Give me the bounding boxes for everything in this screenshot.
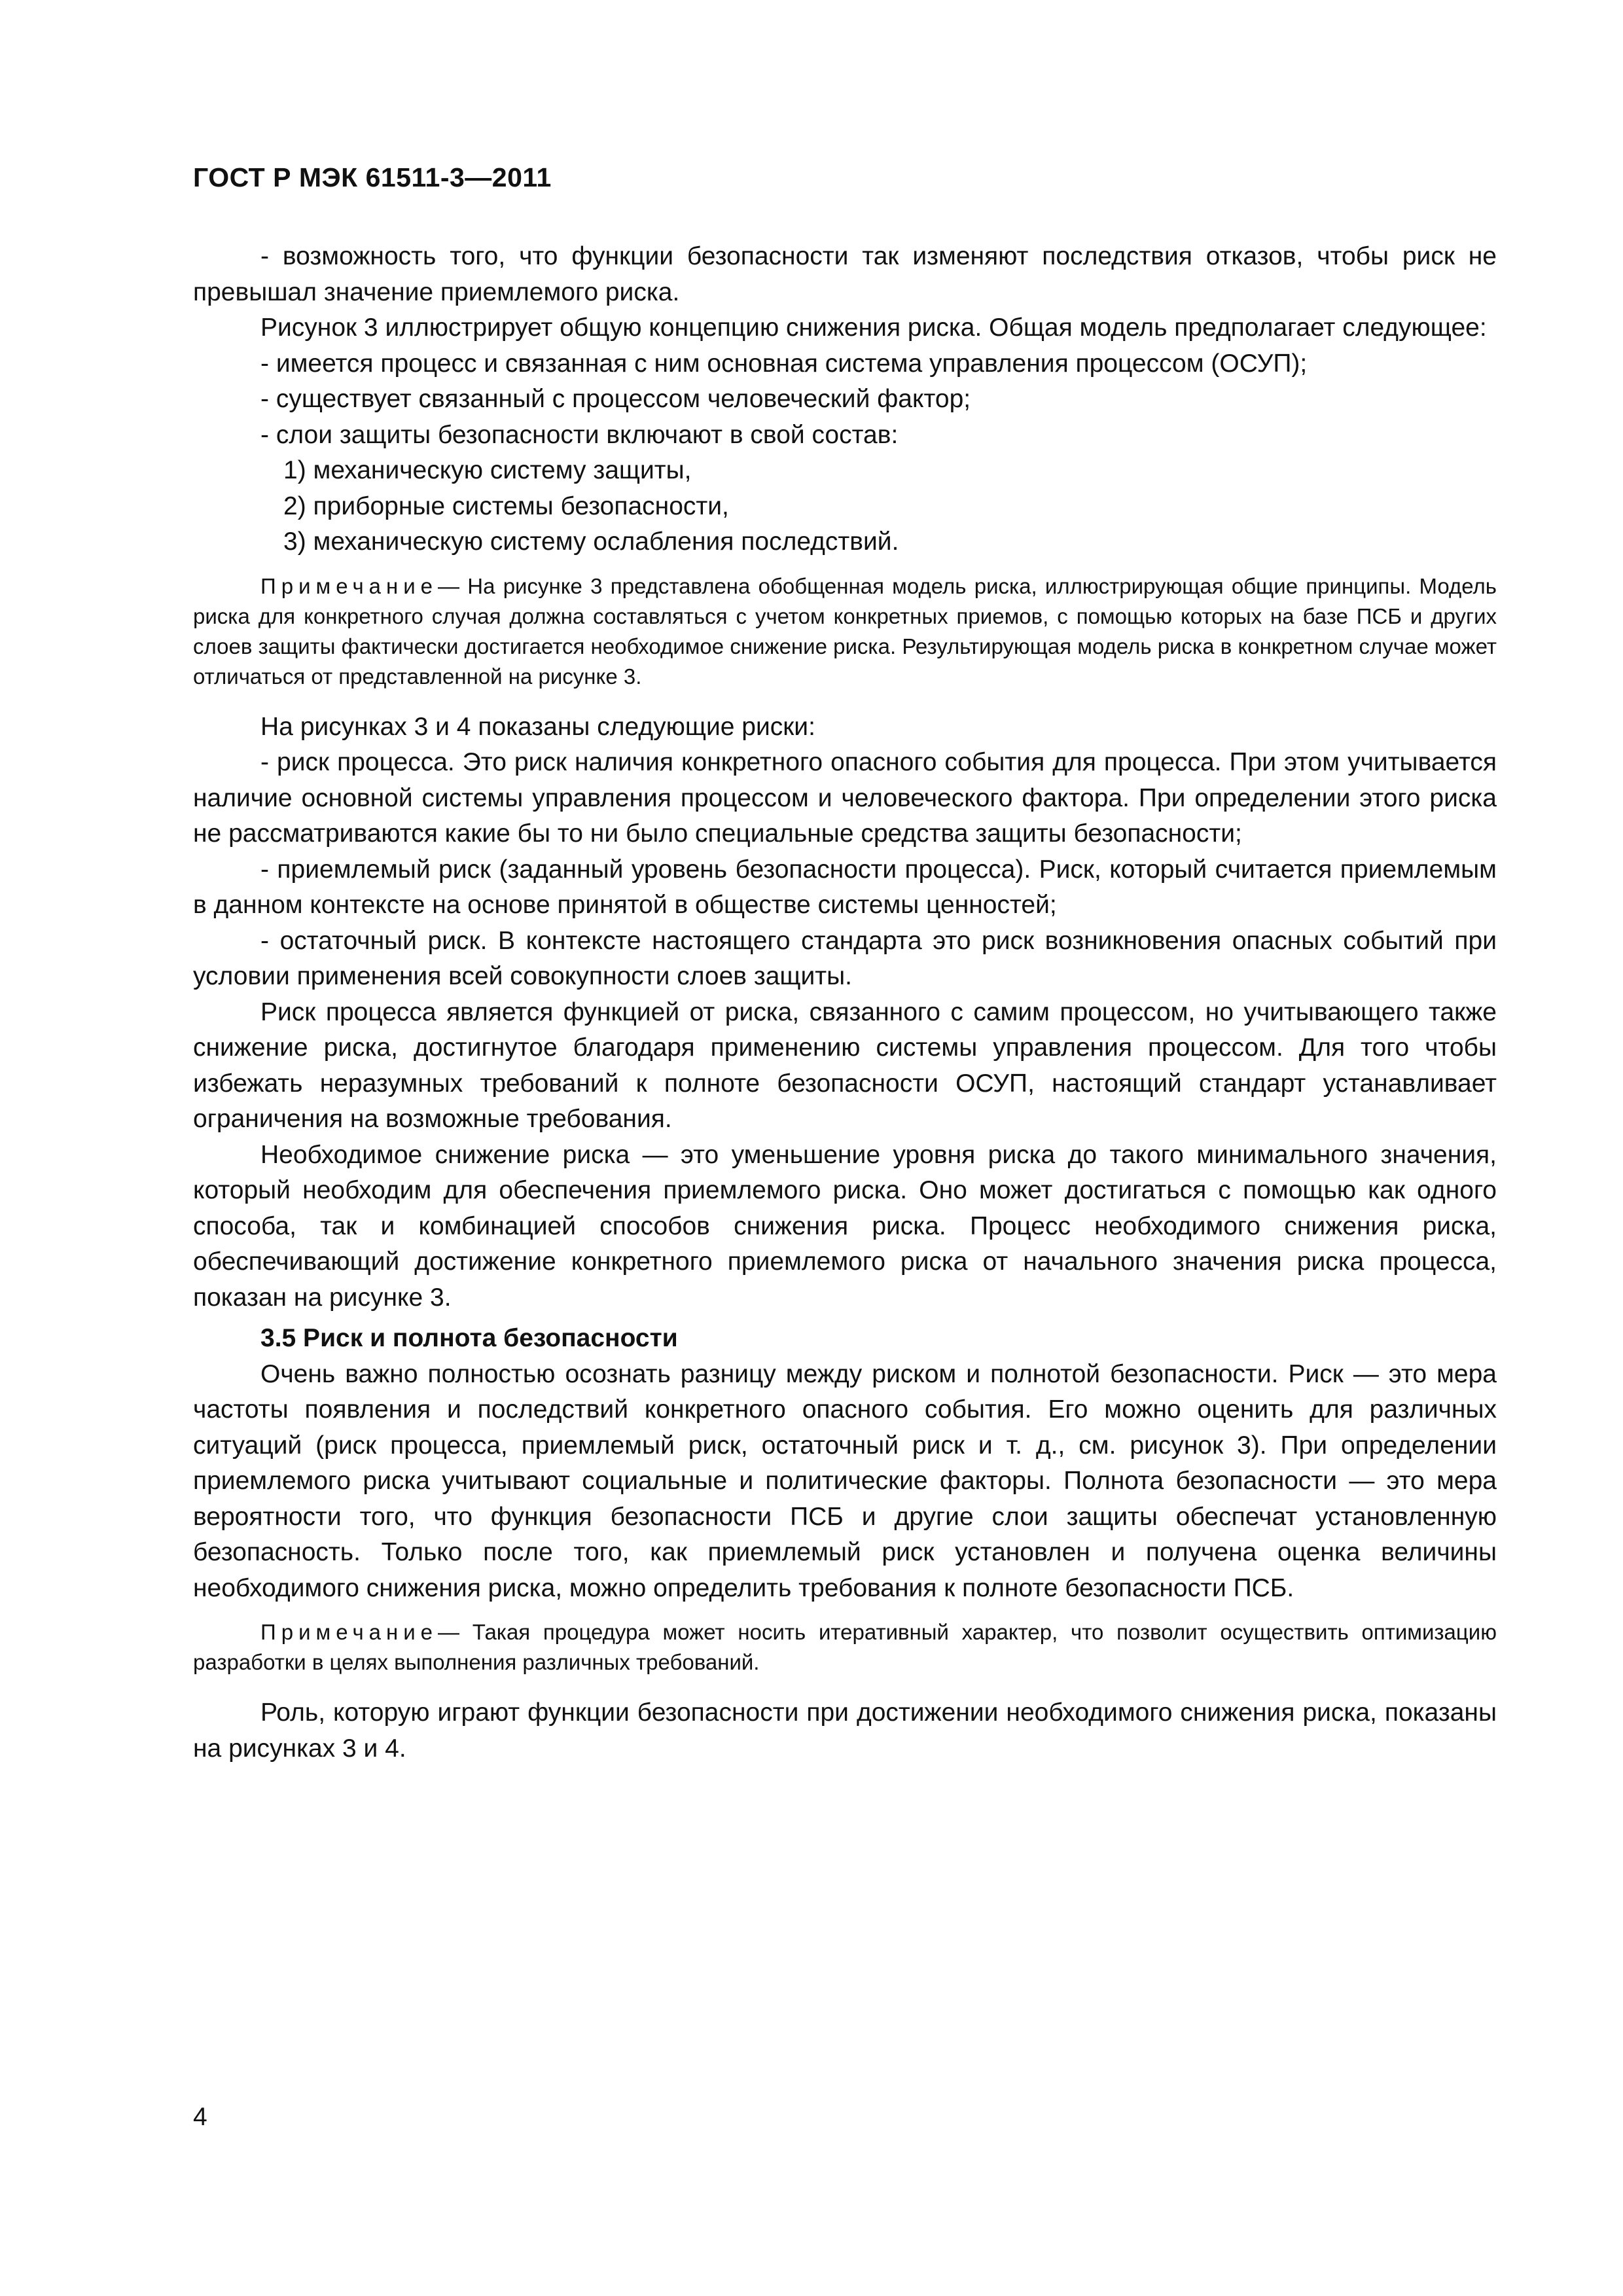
note [193,571,1497,692]
numbered-item: 3) механическую систему ослабления последствий. [283,528,899,556]
note-text: — На рисунке 3 представлена обобщенная модель риска, иллюстрирующая общие принципы. Модель риска для конкретного случая должна составляться с учетом конкретных приемов, с помощью которых на базе ПСБ и других слоев защиты фактически достигается необходимое снижение риска. Результирующая модель риска в конкретном случае может отличаться от представленной на рисунке 3. [193,573,1497,689]
list-item: - приемлемый риск (заданный уровень безопасности процесса). Риск, который считается приемлемым в данном контексте на основе принятой в обществе системы ценностей; [193,855,1497,919]
note-label: Примечание [260,573,438,598]
numbered-item: 1) механическую систему защиты, [283,456,692,484]
paragraph: Очень важно полностью осознать разницу между риском и полнотой безопасности. Риск — это мера частоты появления и последствий конкретного опасного события. Его можно оценить для различных ситуаций (риск процесса, приемлемый риск, остаточный риск и т. д., см. рисунок 3). При определении приемлемого риска учитывают социальные и политические факторы. Полнота безопасности — это мера вероятности того, что функция безопасности ПСБ и другие слои защиты обеспечат установленную безопасность. Только после того, как приемлемый риск установлен и получена оценка величины необходимого снижения риска, можно определить требования к полноте безопасности ПСБ. [193,1359,1497,1602]
document-header: ГОСТ Р МЭК 61511-3—2011 [193,162,552,192]
list-item: - существует связанный с процессом человеческий фактор; [260,385,971,413]
list-item: - имеется процесс и связанная с ним основная система управления процессом (ОСУП); [260,349,1308,378]
paragraph: Рисунок 3 иллюстрирует общую концепцию снижения риска. Общая модель предполагает следующее: [260,314,1487,342]
list-item: - риск процесса. Это риск наличия конкретного опасного события для процесса. При этом учитывается наличие основной системы управления процессом и человеческого фактора. При определении этого риска не рассматриваются какие бы то ни было специальные средства защиты безопасности; [193,748,1497,848]
document-body [193,239,1497,1767]
page-number: 4 [193,2103,207,2131]
list-item: - остаточный риск. В контексте настоящего стандарта это риск возникновения опасных событий при условии применения всей совокупности слоев защиты. [193,926,1497,990]
paragraph: Необходимое снижение риска — это уменьшение уровня риска до такого минимального значения, который необходим для обеспечения приемлемого риска. Оно может достигаться с помощью как одного способа, так и комбинацией способов снижения риска. Процесс необходимого снижения риска, обеспечивающий достижение конкретного приемлемого риска от начального значения риска процесса, показан на рисунке 3. [193,1140,1497,1312]
note-text: — Такая процедура может носить итеративный характер, что позволит осуществить оптимизацию разработки в целях выполнения различных требований. [193,1620,1497,1674]
paragraph: Роль, которую играют функции безопасности при достижении необходимого снижения риска, показаны на рисунках 3 и 4. [193,1698,1497,1763]
note [193,1617,1497,1677]
paragraph: Риск процесса является функцией от риска, связанного с самим процессом, но учитывающего также снижение риска, достигнутое благодаря применению системы управления процессом. Для того чтобы избежать неразумных требований к полноте безопасности ОСУП, настоящий стандарт устанавливает ограничения на возможные требования. [193,997,1497,1133]
note-label: Примечание [260,1620,438,1644]
numbered-item: 2) приборные системы безопасности, [283,492,729,520]
paragraph: На рисунках 3 и 4 показаны следующие риски: [260,712,815,741]
paragraph: - возможность того, что функции безопасности так изменяют последствия отказов, чтобы риск не превышал значение приемлемого риска. [193,242,1497,306]
list-item: - слои защиты безопасности включают в свой состав: [260,420,899,449]
section-heading: 3.5 Риск и полнота безопасности [260,1324,678,1352]
